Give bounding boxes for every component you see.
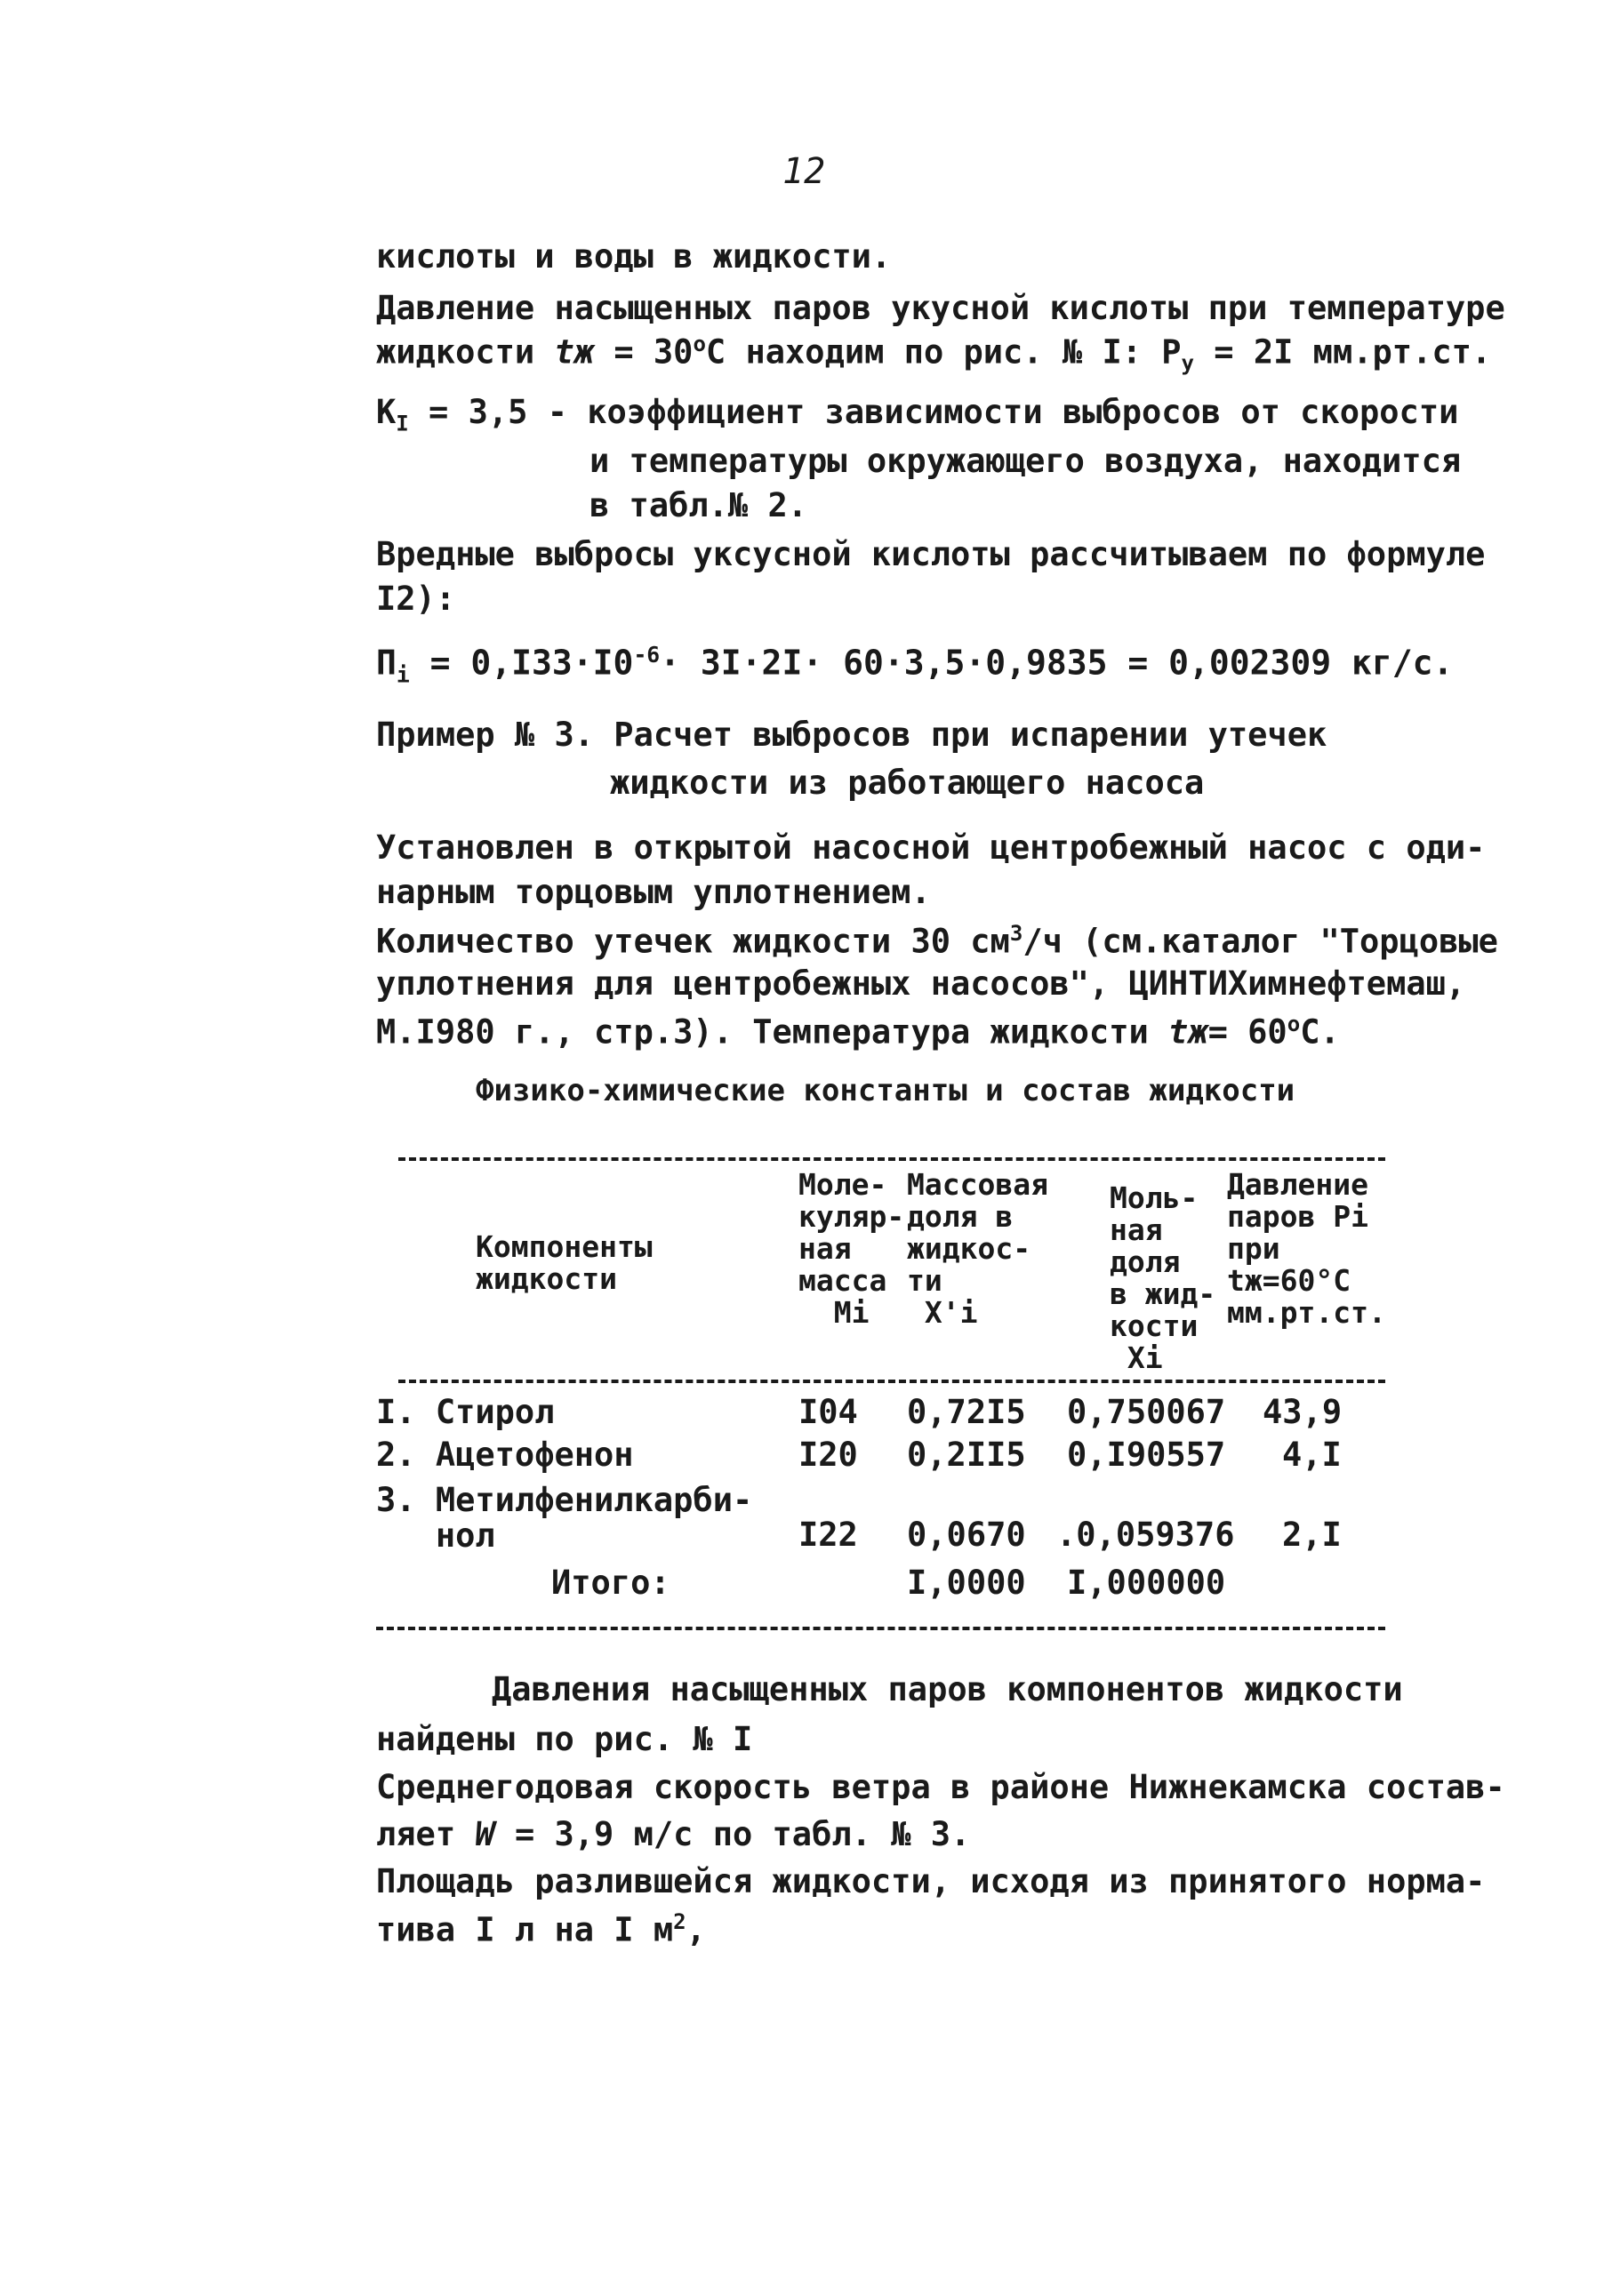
table-rule-middle bbox=[398, 1380, 1385, 1383]
header-mass-fraction: Массовая доля в жидкос- ти X'i bbox=[907, 1167, 1048, 1330]
table-cell-mole-fraction: 0,I90557 bbox=[1067, 1436, 1226, 1474]
header-molar-mass: Моле- куляр- ная масса Mi bbox=[798, 1167, 905, 1330]
table-cell-mass-fraction: 0,2II5 bbox=[907, 1436, 1026, 1474]
header-component: Компоненты жидкости bbox=[476, 1229, 653, 1296]
table-cell-name: 3. Метилфенилкарби- нол bbox=[376, 1481, 753, 1555]
text-line: ляет W = 3,9 м/с по табл. № 3. bbox=[376, 1815, 971, 1853]
example-title: жидкости из работающего насоса bbox=[610, 764, 1205, 802]
text-line: уплотнения для центробежных насосов", ЦИНТИХимнефтемаш, bbox=[376, 964, 1466, 1003]
text-line: Вредные выбросы уксусной кислоты рассчитываем по формуле bbox=[376, 535, 1486, 573]
example-title: Пример № 3. Расчет выбросов при испарении утечек bbox=[376, 716, 1327, 754]
table-rule-bottom bbox=[376, 1627, 1385, 1630]
text-line: Давления насыщенных паров компонентов жидкости bbox=[492, 1670, 1403, 1708]
table-caption: Физико-химические константы и состав жидкости bbox=[476, 1073, 1295, 1108]
table-cell-mole-fraction: 0,750067 bbox=[1067, 1393, 1226, 1431]
text-line: I2): bbox=[376, 580, 456, 618]
header-pressure: Давление паров Pi при tж=60°С мм.рт.ст. bbox=[1227, 1167, 1386, 1330]
text-line: жидкости tж = $30^оС$ находим по рис. № I: $P_у = 2I$ мм.рт.ст. bbox=[376, 332, 1492, 376]
page-number: 12 bbox=[782, 151, 826, 192]
table-cell-mole-fraction: .0,059376 bbox=[1056, 1516, 1235, 1554]
table-cell-pressure: 4,I bbox=[1282, 1436, 1342, 1474]
text-line: тива I л на I $м^2$, bbox=[376, 1909, 706, 1949]
text-line: нарным торцовым уплотнением. bbox=[376, 873, 931, 911]
temperature-symbol: tж bbox=[1168, 1012, 1208, 1052]
text-line: Площадь разлившейся жидкости, исходя из принятого норма- bbox=[376, 1862, 1486, 1900]
table-cell-mass-fraction: 0,0670 bbox=[907, 1516, 1026, 1554]
text-line: Установлен в открытой насосной центробежный насос с оди- bbox=[376, 828, 1486, 867]
wind-speed-symbol: W bbox=[475, 1815, 495, 1853]
formula: $П_i = 0,I33\cdot I0^{-6}\cdot 3I\cdot 2I\cdot 60\cdot 3,5\cdot 0,9835 = 0,002309$ кг/с. bbox=[376, 642, 1454, 688]
text-line: кислоты и воды в жидкости. bbox=[376, 237, 892, 276]
table-cell-name: 2. Ацетофенон bbox=[376, 1436, 634, 1474]
table-rule-top bbox=[398, 1157, 1385, 1161]
table-cell-pressure: 43,9 bbox=[1263, 1393, 1343, 1431]
text-line: в табл.№ 2. bbox=[589, 486, 808, 524]
coefficient-line: $K_I = 3,5$ - коэффициент зависимости выбросов от скорости bbox=[376, 393, 1459, 436]
text-line: Среднегодовая скорость ветра в районе Нижнекамска состав- bbox=[376, 1768, 1505, 1806]
text-line: Количество утечек жидкости 30 $см^3/ч$ (см.каталог "Торцовые bbox=[376, 921, 1498, 961]
table-cell-pressure: 2,I bbox=[1282, 1516, 1342, 1554]
text-line: М.I980 г., стр.3). Температура жидкости $tж= 60^оС$. bbox=[376, 1012, 1340, 1052]
table-cell-molar-mass: I20 bbox=[798, 1436, 858, 1474]
table-total-mole-fraction: I,000000 bbox=[1067, 1564, 1226, 1602]
text-line: найдены по рис. № I bbox=[376, 1720, 753, 1758]
table-cell-mass-fraction: 0,72I5 bbox=[907, 1393, 1026, 1431]
table-cell-name: I. Стирол bbox=[376, 1393, 555, 1431]
table-cell-molar-mass: I04 bbox=[798, 1393, 858, 1431]
temperature-symbol: tж bbox=[554, 332, 595, 372]
table-total-mass-fraction: I,0000 bbox=[907, 1564, 1026, 1602]
text-line: и температуры окружающего воздуха, находится bbox=[589, 442, 1462, 480]
table-total-label: Итого: bbox=[551, 1564, 670, 1602]
table-cell-molar-mass: I22 bbox=[798, 1516, 858, 1554]
header-mole-fraction: Моль- ная доля в жид- кости Xi bbox=[1110, 1180, 1216, 1375]
text-line: Давление насыщенных паров укусной кислоты при температуре bbox=[376, 289, 1505, 327]
